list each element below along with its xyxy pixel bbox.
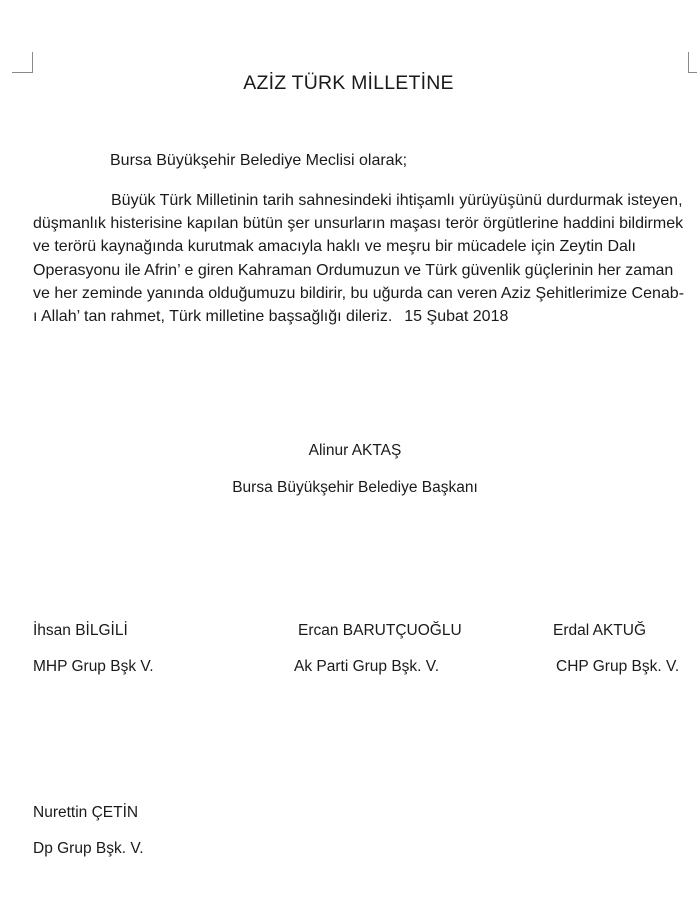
signatory-name-1: İhsan BİLGİLİ	[33, 622, 128, 639]
page-corner-mark-left	[12, 52, 33, 73]
signatory-role-1: MHP Grup Bşk V.	[33, 658, 154, 675]
signatory-name-2: Ercan BARUTÇUOĞLU	[298, 622, 462, 639]
body-paragraph	[33, 189, 688, 328]
mayor-role: Bursa Büyükşehir Belediye Başkanı	[232, 479, 478, 496]
signatory-role-2: Ak Parti Grup Bşk. V.	[294, 658, 440, 675]
signatory-name-4: Nurettin ÇETİN	[33, 804, 139, 821]
signatory-role-3: CHP Grup Bşk. V.	[556, 658, 680, 675]
salutation: Bursa Büyükşehir Belediye Meclisi olarak;	[110, 152, 408, 169]
body-text: Büyük Türk Milletinin tarih sahnesindeki ihtişamlı yürüyüşünü durdurmak isteyen, düşmanlık histerisine kapılan bütün şer unsurların maşası terör örgütlerine haddini bildirmek ve terörü kaynağında kurutmak amacıyla haklı ve meşru bir mücadele için Zeytin Dalı Operasyonu ile Afrin’ e giren Kahraman Ordumuzun ve Türk güvenlik güçlerinin her zaman ve her zeminde yanında olduğumuzu bildirir, bu uğurda can veren Aziz Şehitlerimize Cenab-ı Allah’ tan rahmet, Türk milletine başsağlığı dileriz.	[33, 192, 685, 326]
mayor-name: Alinur AKTAŞ	[308, 442, 402, 459]
signatory-role-4: Dp Grup Bşk. V.	[33, 840, 144, 857]
document-date: 15 Şubat 2018	[404, 308, 509, 326]
signatory-name-3: Erdal AKTUĞ	[553, 622, 647, 639]
page-corner-mark-right	[688, 52, 697, 73]
document-title: AZİZ TÜRK MİLLETİNE	[243, 72, 454, 94]
